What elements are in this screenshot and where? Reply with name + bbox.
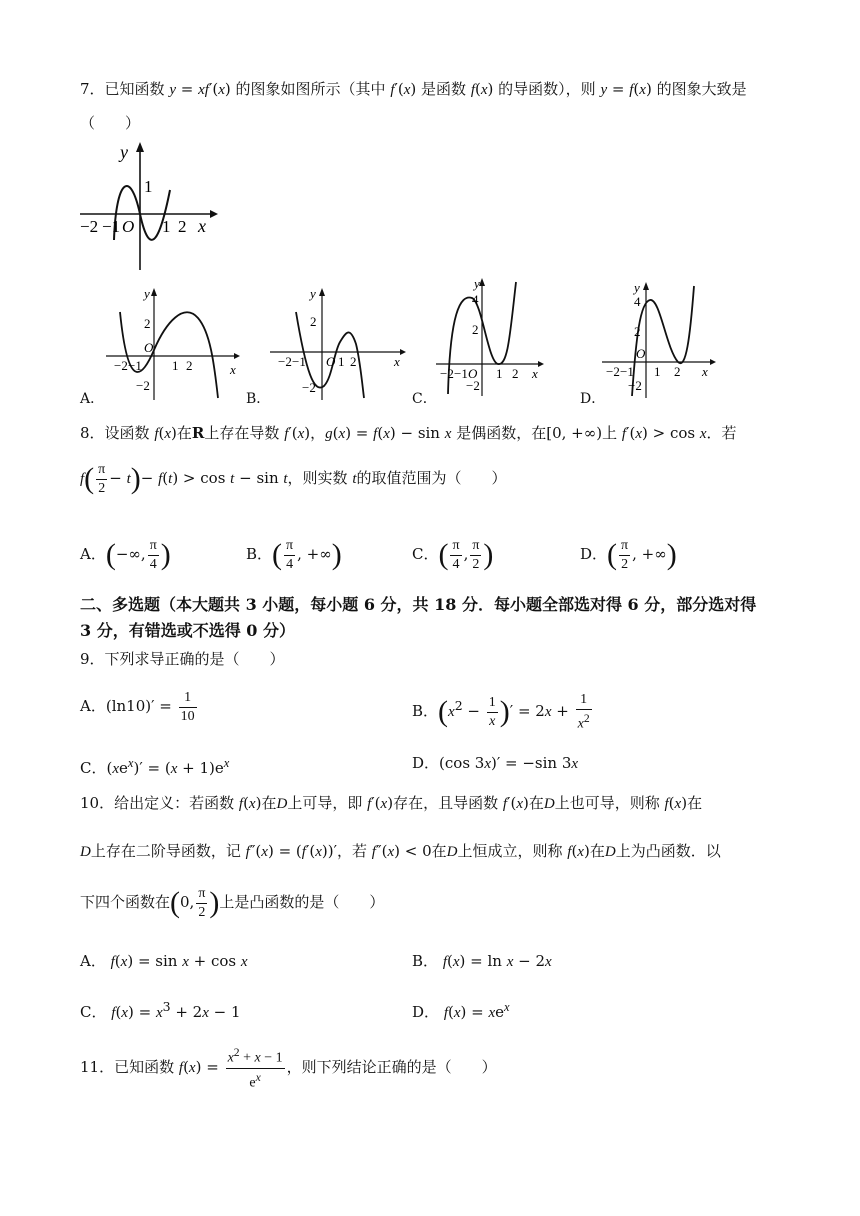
svg-text:−1: −1 [620,364,634,379]
svg-text:x: x [230,362,236,377]
svg-text:2: 2 [512,366,519,381]
q7-option-c-label[interactable]: C． [412,391,437,407]
svg-text:−2: −2 [136,378,150,393]
svg-text:1: 1 [496,366,503,381]
svg-text:−2: −2 [628,378,642,393]
svg-text:−2: −2 [466,378,480,393]
svg-text:y: y [144,286,150,301]
q8-option-c[interactable]: C．( $\frac{\pi}{4}$ , $\frac{\pi}{2}$ ) [412,537,494,572]
svg-text:−1: −1 [292,354,306,369]
q10-line3: 下四个函数在(0, $\frac{\pi}{2}$ )上是凸函数的是（ ） [80,885,385,920]
svg-text:−2: −2 [278,354,292,369]
svg-text:2: 2 [144,316,151,331]
q8-option-d[interactable]: D．( $\frac{\pi}{2}$ , +∞) [580,537,677,572]
svg-text:2: 2 [350,354,357,369]
q9-option-d[interactable]: D．(cos 3x)′ = −sin 3x [412,754,579,772]
svg-text:O: O [326,354,336,369]
q10-line2: D上存在二阶导函数，记 f″(x) = (f′(x))′，若 f″(x) < 0在D上恒成立，则称 f(x)在D上为凸函数．以 [80,842,721,860]
svg-text:2: 2 [634,324,641,339]
q7-option-a-graph [106,282,242,402]
svg-text:O: O [122,217,135,236]
q8-stem: 8．设函数 f(x)在R上存在导数 f′(x)，g(x) = f(x) − sin x 是偶函数，在[0, +∞)上 f′(x) > cos x．若 [80,424,737,442]
q10-option-d[interactable]: D． $f(x) = xe^x$ [412,1000,510,1021]
q7-fig-ylabel: y [120,142,128,162]
section-2-title: 二、多选题（本大题共 3 小题，每小题 6 分，共 18 分．每小题全部选对得 6 分，部分选对得 [80,595,757,614]
svg-text:x: x [702,364,708,379]
svg-text:1: 1 [172,358,179,373]
section-2-title-cont: 3 分，有错选或不选得 0 分） [80,621,295,640]
svg-text:1: 1 [654,364,661,379]
svg-text:2: 2 [186,358,193,373]
svg-text:2: 2 [178,217,187,236]
q7-option-a-label[interactable]: A． [80,391,105,407]
svg-text:4: 4 [634,294,641,309]
svg-text:y: y [310,286,316,301]
q8-condition: f( $\frac{\pi}{2}$ − t)− f(t) > cos t − sin t，则实数 t的取值范围为（ ） [80,461,507,496]
svg-text:O: O [636,346,646,361]
svg-text:−1: −1 [102,217,121,236]
q8-option-a[interactable]: A．(−∞, $\frac{\pi}{4}$ ) [80,537,171,572]
svg-text:2: 2 [674,364,681,379]
svg-text:−2: −2 [80,217,99,236]
svg-text:1: 1 [338,354,345,369]
svg-text:y: y [474,276,480,291]
q7-option-b-label[interactable]: B． [246,391,271,407]
q9-stem: 9．下列求导正确的是（ ） [80,650,285,668]
q7-option-b-graph [270,282,410,402]
q8-option-b[interactable]: B．( $\frac{\pi}{4}$ , +∞) [246,537,342,572]
q7-stem: 7．已知函数 y = xf′(x) 的图象如图所示（其中 f′(x) 是函数 f(x) 的导函数），则 y = f(x) 的图象大致是 [80,80,747,98]
q10-option-b[interactable]: B． f(x) = ln x − 2x [412,952,552,970]
q11-stem: 11．已知函数 f(x) = $\frac{x^2 + x - 1}{e^x}$ ，则下列结论正确的是（ ） [80,1046,497,1091]
svg-text:y: y [634,280,640,295]
svg-text:x: x [394,354,400,369]
q7-option-d-graph [602,278,720,400]
svg-text:−2: −2 [114,358,128,373]
q7-fig-xlabel: x [198,216,206,236]
q10-line1: 10．给出定义：若函数 f(x)在D上可导，即 f′(x)存在，且导函数 f′(x)在D上也可导，则称 f(x)在 [80,794,703,812]
q9-option-b[interactable]: B．($x^2$ − $\frac{1}{x}$ )′ = 2x + $\frac{1}{x^2}$ [412,691,590,732]
q9-option-a[interactable]: A．(ln10)′ = $\frac{1}{10}$ [80,689,195,724]
q7-option-c-graph [436,274,548,398]
q7-option-d-label[interactable]: D． [580,391,606,407]
q10-option-c[interactable]: C． $f(x) = x^3 + 2x - 1$ [80,999,241,1021]
q9-option-c[interactable]: C．$(xe^x)' = (x + 1)e^x$ [80,756,230,777]
svg-text:2: 2 [310,314,317,329]
svg-text:−2: −2 [440,366,454,381]
svg-text:4: 4 [472,292,479,307]
svg-text:1: 1 [162,217,171,236]
q7-figure [78,140,218,272]
q7-paren: （ ） [80,114,141,132]
q7-fig-ytick: 1 [144,177,153,196]
svg-text:−2: −2 [606,364,620,379]
svg-text:−2: −2 [302,380,316,395]
svg-text:O: O [468,366,478,381]
svg-text:O: O [144,340,154,355]
svg-text:−1: −1 [128,358,142,373]
svg-text:2: 2 [472,322,479,337]
q10-option-a[interactable]: A． f(x) = sin x + cos x [80,952,248,970]
svg-text:−1: −1 [454,366,468,381]
svg-text:x: x [532,366,538,381]
